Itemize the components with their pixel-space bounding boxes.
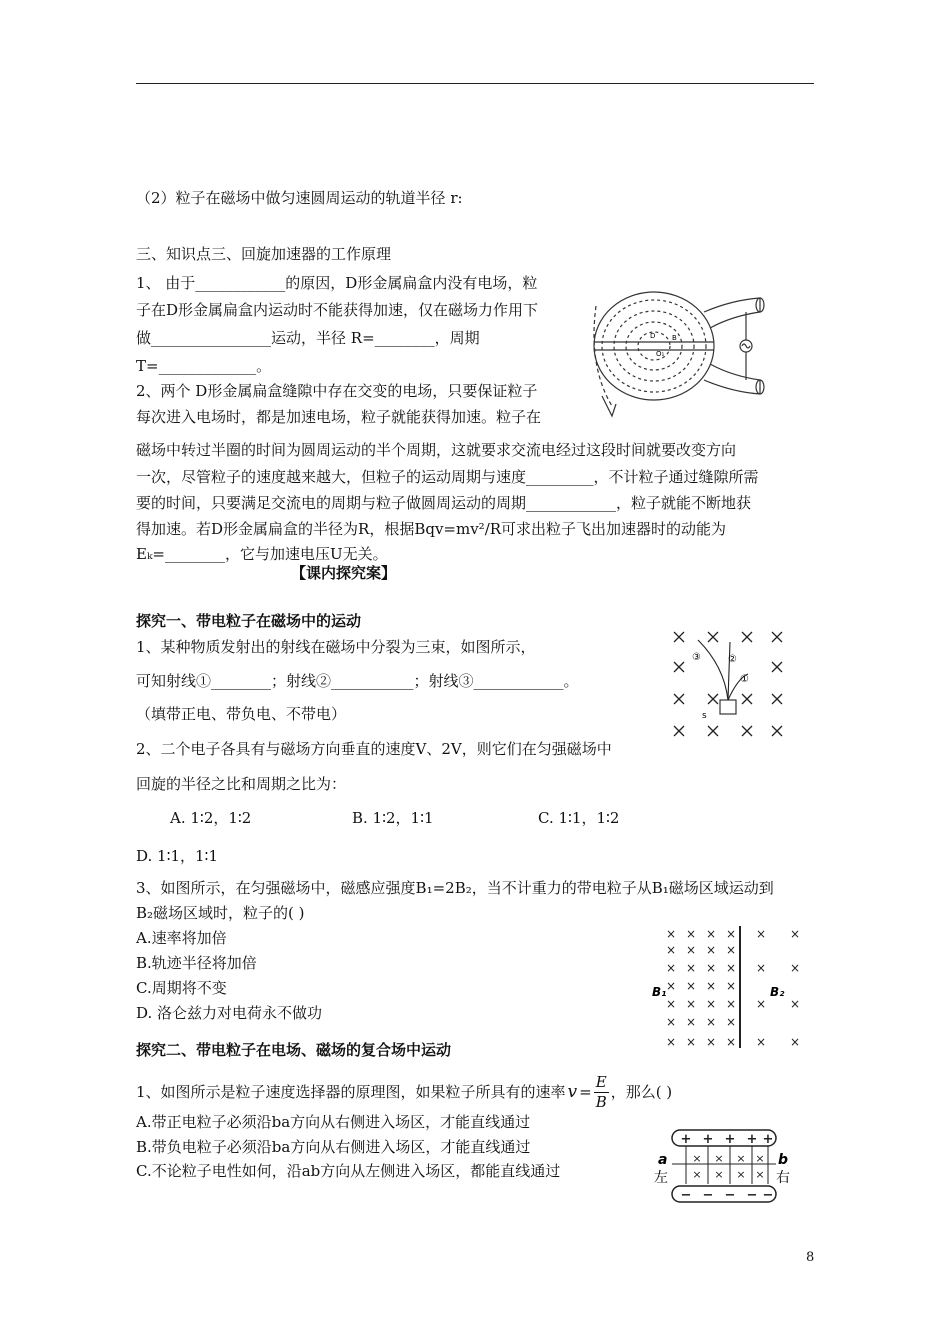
svg-text:×: × xyxy=(666,1035,677,1049)
inq1-q2-line: 2、二个电子各具有与磁场方向垂直的速度V、2V，则它们在匀强磁场中 xyxy=(136,740,612,758)
inquiry-2-title: 探究二、带电粒子在电场、磁场的复合场中运动 xyxy=(136,1041,452,1059)
b-field-figure xyxy=(652,924,808,1050)
kp3-line: 2、两个 D形金属扁盒缝隙中存在交变的电场，只要保证粒子 xyxy=(136,382,538,400)
minus-sign: − xyxy=(702,1188,714,1203)
inquiry-1-title: 探究一、带电粒子在磁场中的运动 xyxy=(136,612,362,630)
svg-text:×: × xyxy=(686,1015,697,1029)
svg-text:×: × xyxy=(706,997,717,1011)
inq1-q2-option: D. 1∶1，1∶1 xyxy=(136,847,219,865)
svg-text:×: × xyxy=(692,1168,702,1181)
ray-label: ② xyxy=(728,654,737,665)
inq2-q1-stem-text: 1、如图所示是粒子速度选择器的原理图，如果粒子所具有的速率 xyxy=(136,1083,566,1101)
svg-text:×: × xyxy=(706,943,717,957)
svg-text:×: × xyxy=(726,1015,737,1029)
formula-equals: = xyxy=(579,1083,592,1101)
formula-v: v xyxy=(567,1082,578,1102)
svg-text:×: × xyxy=(706,979,717,993)
svg-text:×: × xyxy=(726,997,737,1011)
inq2-q1-stem-end: ，那么( ) xyxy=(610,1083,673,1101)
svg-text:×: × xyxy=(790,1035,801,1049)
svg-text:×: × xyxy=(714,1168,724,1181)
ray-label: ③ xyxy=(692,652,701,663)
class-heading: 【课内探究案】 xyxy=(291,564,397,582)
svg-text:×: × xyxy=(666,979,677,993)
plus-sign: + xyxy=(724,1132,736,1147)
plus-sign: + xyxy=(702,1132,714,1147)
svg-text:×: × xyxy=(686,997,697,1011)
svg-text:×: × xyxy=(714,1152,724,1165)
kp3-title: 三、知识点三、回旋加速器的工作原理 xyxy=(136,245,392,263)
svg-text:×: × xyxy=(755,1152,765,1165)
inq2-q1-option: B.带负电粒子必须沿ba方向从右侧进入场区，才能直线通过 xyxy=(136,1138,531,1156)
velocity-formula xyxy=(568,1073,609,1112)
inq1-q3-option: B.轨迹半径将加倍 xyxy=(136,954,257,972)
inq1-q1-line: （填带正电、带负电、不带电） xyxy=(136,705,347,723)
svg-text:×: × xyxy=(726,943,737,957)
svg-text:×: × xyxy=(790,961,801,975)
b1-label: B₁ xyxy=(652,985,667,999)
svg-text:×: × xyxy=(756,1035,767,1049)
svg-text:O₁: O₁ xyxy=(656,350,665,358)
svg-text:×: × xyxy=(736,1152,746,1165)
minus-sign: − xyxy=(724,1188,736,1203)
label-left: 左 xyxy=(654,1170,668,1186)
svg-text:×: × xyxy=(726,1035,737,1049)
kp3-line: 做________________运动，半径 R=________，周期 xyxy=(136,329,480,347)
svg-text:×: × xyxy=(686,961,697,975)
formula-denominator: B xyxy=(595,1092,607,1111)
kp3-line: 每次进入电场时，都是加速电场，粒子就能获得加速。粒子在 xyxy=(136,408,542,426)
label-b: b xyxy=(778,1152,789,1168)
svg-text:×: × xyxy=(686,943,697,957)
svg-text:×: × xyxy=(666,997,677,1011)
minus-sign: − xyxy=(746,1188,758,1203)
svg-text:×: × xyxy=(726,927,737,941)
kp3-line: 要的时间，只要满足交流电的周期与粒子做圆周运动的周期____________，粒子就能不断地获 xyxy=(136,494,752,512)
svg-text:×: × xyxy=(666,961,677,975)
svg-text:×: × xyxy=(706,961,717,975)
section-2-item: （2）粒子在磁场中做匀速圆周运动的轨道半径 r: xyxy=(136,189,463,207)
svg-text:×: × xyxy=(756,927,767,941)
minus-sign: − xyxy=(680,1188,692,1203)
svg-text:×: × xyxy=(736,1168,746,1181)
ray-split-figure xyxy=(668,626,788,742)
formula-fraction xyxy=(594,1073,609,1112)
kp3-line: Eₖ=________，它与加速电压U无关。 xyxy=(136,545,388,563)
minus-sign: − xyxy=(762,1188,774,1203)
formula-numerator: E xyxy=(595,1072,607,1091)
inq1-q3-option: C.周期将不变 xyxy=(136,979,227,997)
svg-text:×: × xyxy=(790,927,801,941)
svg-text:×: × xyxy=(726,979,737,993)
svg-text:×: × xyxy=(692,1152,702,1165)
cyclotron-figure xyxy=(582,276,778,424)
label-right: 右 xyxy=(776,1170,790,1186)
svg-text:×: × xyxy=(706,1035,717,1049)
kp3-line: 子在D形金属扁盒内运动时不能获得加速，仅在磁场力作用下 xyxy=(136,301,539,319)
velocity-selector-figure xyxy=(652,1126,796,1206)
header-rule xyxy=(136,83,814,84)
b2-label: B₂ xyxy=(770,985,785,999)
inq1-q2-option: B. 1∶2，1∶1 xyxy=(352,809,434,827)
inq1-q1-line: 可知射线①________；射线②___________；射线③____________。 xyxy=(136,672,579,690)
plus-sign: + xyxy=(746,1132,758,1147)
svg-text:×: × xyxy=(686,979,697,993)
svg-text:×: × xyxy=(666,1015,677,1029)
ray-label: s xyxy=(702,711,707,721)
kp3-line: T=_____________。 xyxy=(136,357,272,375)
kp3-line: 磁场中转过半圈的时间为圆周运动的半个周期，这就要求交流电经过这段时间就要改变方向 xyxy=(136,441,737,459)
plus-sign: + xyxy=(762,1132,774,1147)
page-number: 8 xyxy=(806,1250,815,1265)
svg-text:×: × xyxy=(756,961,767,975)
svg-text:×: × xyxy=(686,927,697,941)
svg-text:×: × xyxy=(666,943,677,957)
svg-text:×: × xyxy=(706,1015,717,1029)
kp3-line: 得加速。若D形金属扁盒的半径为R，根据Bqv=mv²/R可求出粒子飞出加速器时的动能为 xyxy=(136,520,727,538)
inq2-q1-option: A.带正电粒子必须沿ba方向从右侧进入场区，才能直线通过 xyxy=(136,1113,531,1131)
inq1-q2-option: A. 1∶2，1∶2 xyxy=(170,809,252,827)
inq1-q3-option: A.速率将加倍 xyxy=(136,929,227,947)
svg-text:×: × xyxy=(790,997,801,1011)
inq2-q1-option: C.不论粒子电性如何，沿ab方向从左侧进入场区，都能直线通过 xyxy=(136,1162,561,1180)
inq1-q3-option: D. 洛仑兹力对电荷永不做功 xyxy=(136,1004,323,1022)
plus-sign: + xyxy=(680,1132,692,1147)
inq1-q1-line: 1、某种物质发射出的射线在磁场中分裂为三束，如图所示， xyxy=(136,638,536,656)
svg-text:B: B xyxy=(672,334,677,342)
svg-text:×: × xyxy=(755,1168,765,1181)
ray-label: ① xyxy=(740,674,749,685)
inq1-q2-option: C. 1∶1，1∶2 xyxy=(538,809,620,827)
kp3-line: 一次，尽管粒子的速度越来越大，但粒子的运动周期与速度_________，不计粒子通过缝隙所需 xyxy=(136,468,759,486)
svg-text:×: × xyxy=(666,927,677,941)
inq2-q1-stem xyxy=(136,1070,672,1114)
inq1-q3-line: B₂磁场区域时，粒子的( ) xyxy=(136,904,305,922)
svg-text:×: × xyxy=(756,997,767,1011)
svg-text:×: × xyxy=(726,961,737,975)
inq1-q3-line: 3、如图所示，在匀强磁场中，磁感应强度B₁=2B₂，当不计重力的带电粒子从B₁磁场区域运动到 xyxy=(136,879,774,897)
svg-text:×: × xyxy=(686,1035,697,1049)
svg-text:D: D xyxy=(650,332,656,340)
kp3-line: 1、 由于____________的原因，D形金属扁盒内没有电场，粒 xyxy=(136,274,538,292)
svg-text:×: × xyxy=(706,927,717,941)
label-a: a xyxy=(658,1152,668,1168)
inq1-q2-line: 回旋的半径之比和周期之比为： xyxy=(136,775,347,793)
